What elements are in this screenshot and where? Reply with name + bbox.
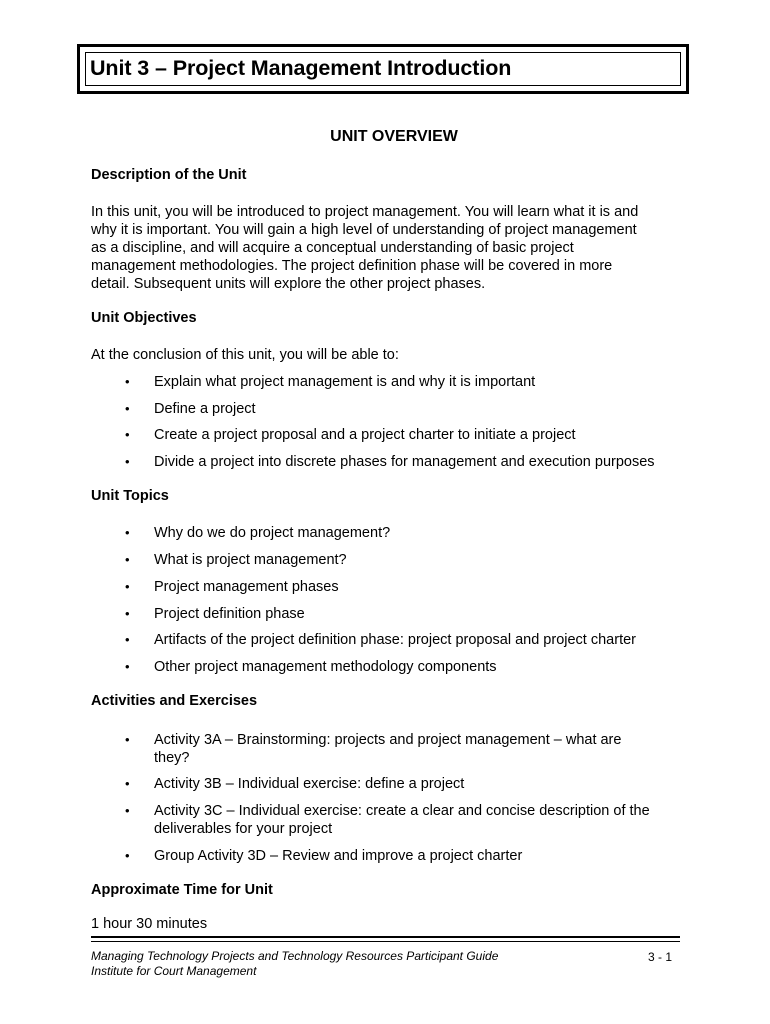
bullet-icon: • [125, 776, 130, 791]
bullet-icon: • [125, 401, 130, 416]
topic-text: Other project management methodology components [154, 659, 497, 675]
topic-text: Project management phases [154, 579, 339, 595]
footer-rule [91, 936, 680, 938]
topic-text: Why do we do project management? [154, 525, 391, 541]
topic-text: Project definition phase [154, 606, 305, 622]
bullet-icon: • [125, 732, 130, 747]
activities-heading: Activities and Exercises [91, 693, 258, 709]
unit-overview-heading: UNIT OVERVIEW [330, 128, 458, 145]
bullet-icon: • [125, 632, 130, 647]
objective-text: Divide a project into discrete phases for management and execution purposes [154, 454, 655, 470]
objective-text: Explain what project management is and why it is important [154, 374, 536, 390]
topic-text: What is project management? [154, 552, 347, 568]
description-paragraph [91, 203, 638, 293]
description-line: why it is important. You will gain a high level of understanding of project management [91, 222, 637, 238]
unit-title-box [77, 44, 689, 94]
activity-text [154, 802, 650, 838]
time-value: 1 hour 30 minutes [91, 916, 208, 932]
objectives-heading: Unit Objectives [91, 310, 197, 326]
footer-institute: Institute for Court Management [91, 964, 257, 978]
description-line: as a discipline, and will acquire a conceptual understanding of basic project [91, 240, 574, 256]
bullet-icon: • [125, 374, 130, 389]
unit-title: Unit 3 – Project Management Introduction [90, 56, 512, 80]
bullet-icon: • [125, 803, 130, 818]
topics-heading: Unit Topics [91, 488, 169, 504]
objectives-intro: At the conclusion of this unit, you will be able to: [91, 347, 399, 363]
topic-text: Artifacts of the project definition phase: project proposal and project charter [154, 632, 636, 648]
bullet-icon: • [125, 454, 130, 469]
activity-line: Activity 3B – Individual exercise: define a project [154, 776, 465, 792]
description-line: management methodologies. The project definition phase will be covered in more [91, 258, 613, 274]
activity-line: they? [154, 750, 190, 766]
activity-line: deliverables for your project [154, 821, 333, 837]
time-heading: Approximate Time for Unit [91, 882, 273, 898]
activity-line: Group Activity 3D – Review and improve a project charter [154, 848, 523, 864]
objective-text: Create a project proposal and a project charter to initiate a project [154, 427, 576, 443]
footer-guide-title: Managing Technology Projects and Technology Resources Participant Guide [91, 949, 499, 963]
bullet-icon: • [125, 659, 130, 674]
activity-text [154, 731, 621, 767]
description-line: In this unit, you will be introduced to project management. You will learn what it is and [91, 204, 639, 220]
activity-line: Activity 3A – Brainstorming: projects and project management – what are [154, 732, 622, 748]
activity-text [154, 775, 464, 793]
activity-text [154, 847, 522, 865]
description-heading: Description of the Unit [91, 167, 247, 183]
bullet-icon: • [125, 579, 130, 594]
bullet-icon: • [125, 525, 130, 540]
description-line: detail. Subsequent units will explore the other project phases. [91, 276, 486, 292]
bullet-icon: • [125, 552, 130, 567]
objective-text: Define a project [154, 401, 256, 417]
bullet-icon: • [125, 606, 130, 621]
bullet-icon: • [125, 848, 130, 863]
bullet-icon: • [125, 427, 130, 442]
page-number: 3 - 1 [648, 950, 673, 964]
footer-rule-thin [91, 941, 680, 942]
activity-line: Activity 3C – Individual exercise: create a clear and concise description of the [154, 803, 650, 819]
